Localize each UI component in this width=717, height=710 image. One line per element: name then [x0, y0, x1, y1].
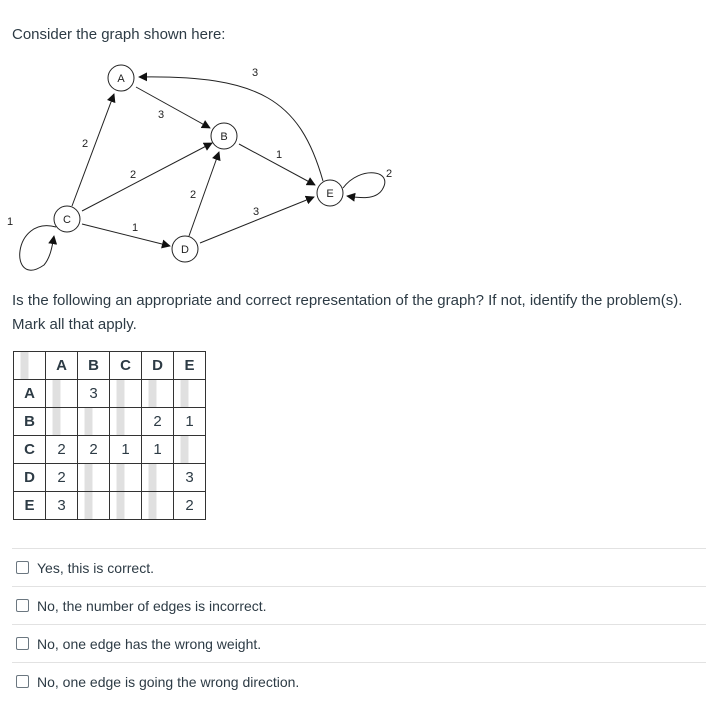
- matrix-row-header: D: [14, 464, 46, 492]
- matrix-cell: 3: [174, 464, 206, 492]
- matrix-row-header: B: [14, 408, 46, 436]
- matrix-cell: 2: [46, 464, 78, 492]
- matrix-cell: [78, 464, 110, 492]
- node-label-c: C: [63, 214, 71, 226]
- edge-d-e: [200, 197, 314, 243]
- option-label: No, the number of edges is incorrect.: [37, 597, 267, 614]
- checkbox[interactable]: [16, 599, 29, 612]
- node-label-d: D: [181, 244, 189, 256]
- checkbox[interactable]: [16, 561, 29, 574]
- matrix-col-header: B: [78, 352, 110, 380]
- edge-e-e: [343, 173, 385, 198]
- matrix-cell: 1: [110, 436, 142, 464]
- weight-b-e: 1: [275, 149, 283, 161]
- directed-graph: [0, 55, 420, 285]
- question-text: Is the following an appropriate and correct representation of the graph? If not, identify the problem(s). Mark all that apply.: [12, 292, 683, 333]
- matrix-header-row: [14, 352, 206, 380]
- matrix-cell: [78, 492, 110, 520]
- adjacency-matrix: [13, 351, 206, 520]
- matrix-cell: [110, 492, 142, 520]
- option-label: No, one edge has the wrong weight.: [37, 635, 262, 652]
- weight-a-b: 3: [157, 109, 165, 121]
- matrix-cell: 1: [142, 436, 174, 464]
- matrix-cell: [174, 436, 206, 464]
- weight-d-e: 3: [252, 206, 260, 218]
- option-wrong-weight[interactable]: [12, 624, 706, 662]
- matrix-row: [14, 492, 206, 520]
- matrix-cell: [142, 464, 174, 492]
- matrix-col-header: A: [46, 352, 78, 380]
- node-label-e: E: [326, 188, 334, 200]
- matrix-cell: 1: [174, 408, 206, 436]
- matrix-cell: [46, 408, 78, 436]
- matrix-row-header: A: [14, 380, 46, 408]
- option-label: No, one edge is going the wrong direction.: [37, 673, 300, 690]
- matrix-cell: [46, 380, 78, 408]
- weight-c-d: 1: [131, 222, 139, 234]
- matrix-cell: [110, 380, 142, 408]
- matrix-row-header: C: [14, 436, 46, 464]
- edge-c-c: [20, 226, 56, 270]
- matrix-cell: [142, 380, 174, 408]
- option-edge-count[interactable]: [12, 586, 706, 624]
- matrix-corner: [14, 352, 46, 380]
- weight-c-c: 1: [6, 216, 14, 228]
- checkbox[interactable]: [16, 675, 29, 688]
- matrix-cell: 2: [142, 408, 174, 436]
- matrix-cell: 2: [78, 436, 110, 464]
- intro-text: Consider the graph shown here:: [12, 26, 226, 43]
- edge-c-a: [72, 94, 114, 206]
- node-label-b: B: [220, 131, 228, 143]
- matrix-row: [14, 436, 206, 464]
- weight-c-a: 2: [81, 138, 89, 150]
- matrix-row: [14, 380, 206, 408]
- matrix-cell: [78, 408, 110, 436]
- option-wrong-direction[interactable]: [12, 662, 706, 700]
- matrix-col-header: D: [142, 352, 174, 380]
- matrix-cell: [142, 492, 174, 520]
- option-correct[interactable]: [12, 548, 706, 586]
- checkbox[interactable]: [16, 637, 29, 650]
- matrix-col-header: C: [110, 352, 142, 380]
- node-label-a: A: [117, 73, 125, 85]
- matrix-cell: [174, 380, 206, 408]
- option-label: Yes, this is correct.: [37, 559, 154, 576]
- matrix-cell: 2: [174, 492, 206, 520]
- edge-c-d: [82, 224, 170, 246]
- weight-e-a: 3: [251, 67, 259, 79]
- matrix-cell: 3: [78, 380, 110, 408]
- matrix-cell: 3: [46, 492, 78, 520]
- matrix-cell: [110, 464, 142, 492]
- matrix-cell: [110, 408, 142, 436]
- weight-e-e: 2: [385, 168, 393, 180]
- weight-d-b: 2: [189, 189, 197, 201]
- matrix-row: [14, 408, 206, 436]
- weight-c-b: 2: [129, 169, 137, 181]
- answer-options: [12, 548, 706, 700]
- matrix-row: [14, 464, 206, 492]
- edge-a-b: [136, 87, 210, 128]
- matrix-cell: 2: [46, 436, 78, 464]
- matrix-row-header: E: [14, 492, 46, 520]
- matrix-col-header: E: [174, 352, 206, 380]
